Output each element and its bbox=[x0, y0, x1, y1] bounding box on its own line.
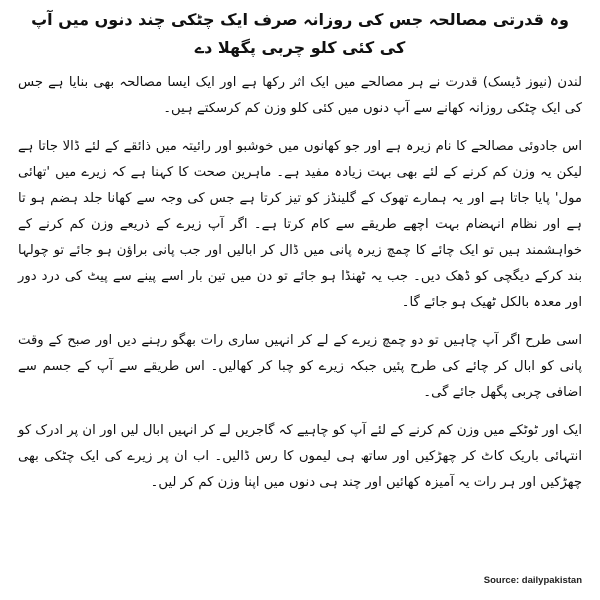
article-paragraph-soak: اسی طرح اگر آپ چاہیں تو دو چمچ زیرے کے لے کر انہیں ساری رات بھگو رہنے دیں اور صبح کے وقت پانی کو ابال کر چائے کی طرح پئیں جبکہ زیرے کو چبا کر کھالیں۔ اس طریقے سے آپ کے جسم سے اضافی چربی پگھل جائے گی۔ bbox=[18, 333, 582, 400]
article-paragraph-carrot: ایک اور ٹوٹکے میں وزن کم کرنے کے لئے آپ کو چاہیے کہ گاجریں لے کر انہیں ابال لیں اور ان پر ادرک کو انتہائی باریک کاٹ کر چھڑکیں اور ساتھ ہی لیموں کا رس ڈالیں۔ اب ان پر زیرے کی ایک چٹکی بھی چھڑکیں اور ہر رات یہ آمیزہ کھائیں اور چند ہی دنوں میں اپنا وزن کم کر لیں۔ bbox=[18, 423, 582, 490]
article-paragraph-intro: لندن (نیوز ڈیسک) قدرت نے ہر مصالحے میں ایک اثر رکھا ہے اور ایک ایسا مصالحہ بھی بنایا ہے جس کی ایک چٹکی روزانہ کھانے سے آپ دنوں میں کئی کلو وزن کم کرسکتے ہیں۔ bbox=[18, 75, 582, 116]
article-title: وہ قدرتی مصالحہ جس کی روزانہ صرف ایک چٹکی چند دنوں میں آپ کی کئی کلو چربی پگھلا دے bbox=[31, 10, 569, 57]
article-paragraph-cumin: اس جادوئی مصالحے کا نام زیرہ ہے اور جو کھانوں میں خوشبو اور رائیتہ میں ذائقے کے لئے ڈالا جاتا ہے لیکن یہ وزن کم کرنے کے لئے بھی بہت زیادہ مفید ہے۔ ماہرین صحت کا کہنا ہے کہ زیرے میں 'تھائی مول' پایا جاتا ہے اور یہ ہمارے تھوک کے گلینڈز کو تیز کرتا ہے جس کی وجہ سے کھانا جلد ہضم ہو تا ہے اور نظام انہضام بہت اچھے طریقے سے کام کرتا ہے۔ اگر آپ زیرے کے ذریعے وزن کم کرنے کے خواہشمند ہیں تو ایک چائے کا چمچ زیرہ پانی میں ڈال کر ابالیں اور جب پانی براؤن ہو جائے تو چولہا بند کرکے دیگچی کو ڈھک دیں۔ جب یہ ٹھنڈا ہو جائے تو دن میں تین بار اسے پینے سے پیٹ کی درد دور اور معدہ بالکل ٹھیک ہو جائے گا۔ bbox=[18, 139, 582, 310]
source-credit: Source: dailypakistan bbox=[483, 575, 582, 586]
